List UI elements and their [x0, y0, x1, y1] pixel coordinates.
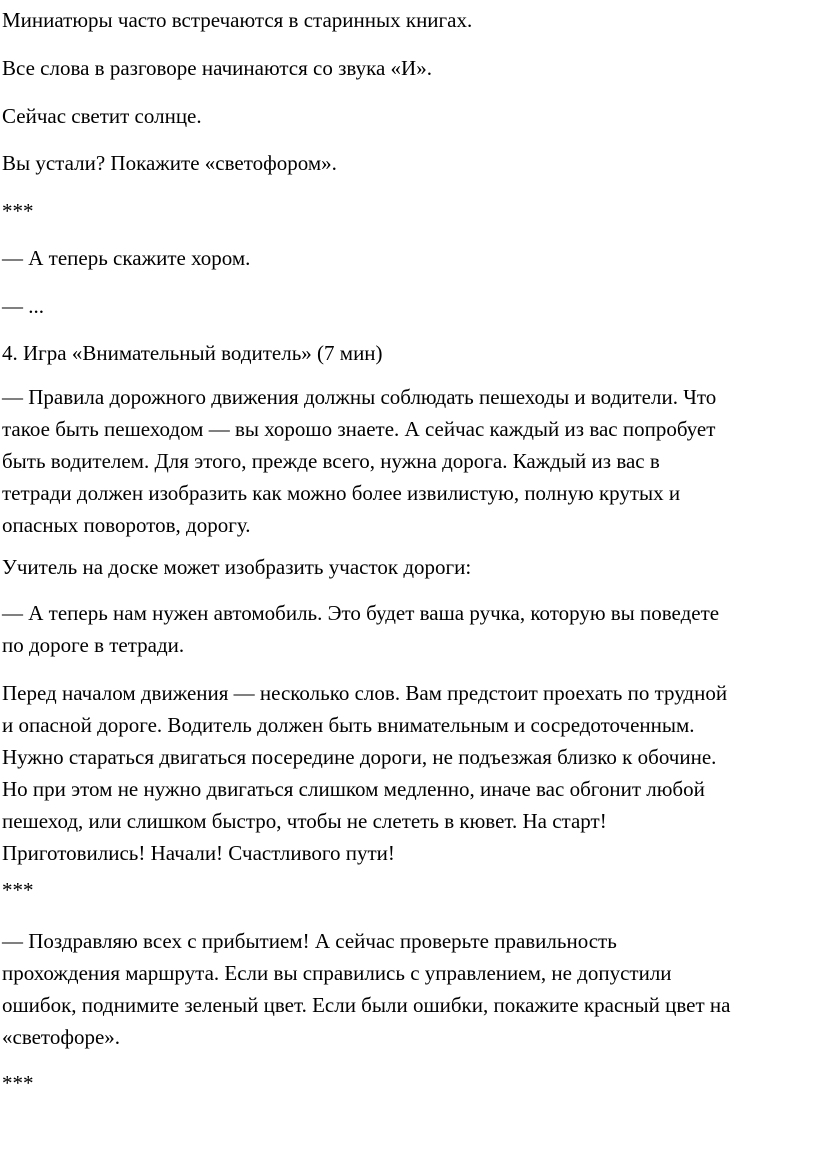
text-line: — Поздравляю всех с прибытием! А сейчас проверьте правильность: [2, 929, 617, 953]
text-line: Перед началом движения — несколько слов. Вам предстоит проехать по трудной: [2, 681, 728, 705]
text-line: — Правила дорожного движения должны соблюдать пешеходы и водители. Что: [2, 385, 717, 409]
section-separator: [2, 874, 34, 906]
text-line: 4. Игра «Внимательный водитель» (7 мин): [2, 341, 383, 365]
text-line: Нужно стараться двигаться посередине дороги, не подъезжая близко к обочине.: [2, 745, 717, 769]
text-line: — А теперь нам нужен автомобиль. Это будет ваша ручка, которую вы поведете: [2, 601, 720, 625]
text-line: «светофоре».: [2, 1025, 121, 1049]
paragraph-car-pen: [2, 597, 719, 661]
text-line: Вы устали? Покажите «светофором».: [2, 151, 337, 175]
text-line: и опасной дороге. Водитель должен быть внимательным и сосредоточенным.: [2, 713, 695, 737]
text-line: тетради должен изобразить как можно более извилистую, полную крутых и: [2, 481, 681, 505]
section-separator: [2, 1067, 34, 1099]
paragraph-sun: [2, 100, 202, 132]
paragraph-tired: [2, 147, 337, 179]
paragraph-congratulations: [2, 925, 730, 1053]
paragraph-miniatures: [2, 4, 472, 36]
text-line: ***: [2, 878, 34, 902]
paragraph-words-sound: [2, 52, 432, 84]
text-line: Все слова в разговоре начинаются со звука «И».: [2, 56, 432, 80]
text-line: такое быть пешеходом — вы хорошо знаете. А сейчас каждый из вас попробует: [2, 417, 716, 441]
paragraph-teacher-board: [2, 551, 471, 583]
text-line: ошибок, поднимите зеленый цвет. Если были ошибки, покажите красный цвет на: [2, 993, 731, 1017]
text-line: пешеход, или слишком быстро, чтобы не слететь в кювет. На старт!: [2, 809, 607, 833]
text-line: опасных поворотов, дорогу.: [2, 513, 251, 537]
text-line: Но при этом не нужно двигаться слишком медленно, иначе вас обгонит любой: [2, 777, 705, 801]
paragraph-before-start: [2, 677, 727, 869]
text-line: ***: [2, 1071, 34, 1095]
text-line: — ...: [2, 294, 44, 318]
section-heading-game: [2, 337, 383, 369]
paragraph-traffic-rules: [2, 381, 716, 541]
text-line: Миниатюры часто встречаются в старинных книгах.: [2, 8, 473, 32]
paragraph-chorus: [2, 242, 250, 274]
text-line: прохождения маршрута. Если вы справились с управлением, не допустили: [2, 961, 672, 985]
text-line: — А теперь скажите хором.: [2, 246, 251, 270]
text-line: Учитель на доске может изобразить участок дороги:: [2, 555, 472, 579]
text-line: ***: [2, 199, 34, 223]
text-line: по дороге в тетради.: [2, 633, 185, 657]
section-separator: [2, 195, 34, 227]
paragraph-ellipsis: [2, 290, 44, 322]
text-line: быть водителем. Для этого, прежде всего, нужна дорога. Каждый из вас в: [2, 449, 660, 473]
text-line: Приготовились! Начали! Счастливого пути!: [2, 841, 395, 865]
text-line: Сейчас светит солнце.: [2, 104, 202, 128]
